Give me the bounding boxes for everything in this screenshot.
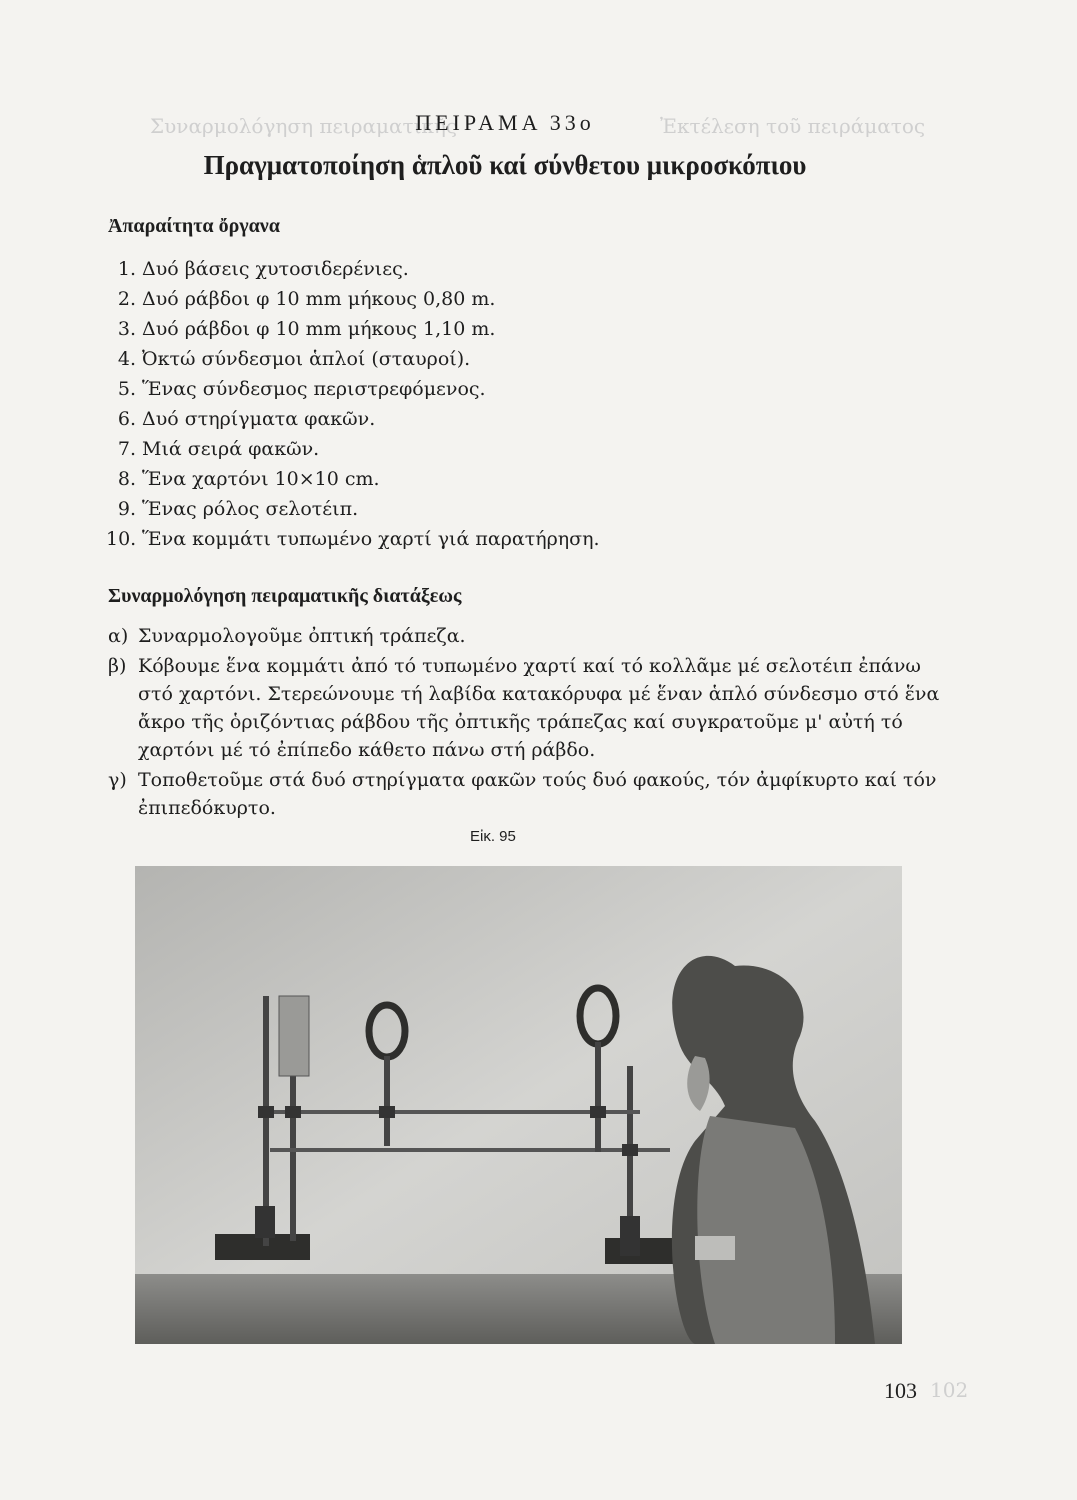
list-item: 3. Δυό ράβδοι φ 10 mm μήκους 1,10 m. [117, 318, 496, 340]
list-item: 1. Δυό βάσεις χυτοσιδερένιες. [117, 258, 409, 280]
experiment-title: ΠΕΙΡΑΜΑ 33ο [415, 110, 595, 135]
list-item: 10. Ἕνα κομμάτι τυπωμένο χαρτί γιά παρατήρηση. [106, 528, 600, 550]
materials-list [106, 254, 600, 554]
list-item: β) Κόβουμε ἕνα κομμάτι ἀπό τό τυπωμένο χαρτί καί τό κολλᾶμε μέ σελοτέιπ ἐπάνω στό χαρτόνι. Στερεώνουμε τή λαβίδα κατακόρυφα μέ ἕναν ἁπλό σύνδεσμο στό ἕνα ἄκρο τῆς ὁριζόντιας ράβδου τῆς ὀπτικῆς τράπεζας καί συγκρατοῦμε μ' αὐτή τό χαρτόνι μέ τό ἐπίπεδο κάθετο πάνω στή ράβδο. [108, 655, 940, 761]
list-item: 4. Ὀκτώ σύνδεσμοι ἁπλοί (σταυροί). [117, 348, 471, 370]
list-item: 2. Δυό ράβδοι φ 10 mm μήκους 0,80 m. [117, 288, 496, 310]
list-item: γ) Τοποθετοῦμε στά δυό στηρίγματα φακῶν τούς δυό φακούς, τόν ἀμφίκυρτο καί τόν ἐπιπεδόκυρτο. [108, 769, 937, 819]
bleed-right-heading: Ἐκτέλεση τοῦ πειράματος [660, 114, 926, 138]
bleed-left-heading: Συναρμολόγηση πειραματικῆς [150, 114, 458, 138]
microscope-photo-illustration [135, 866, 902, 1344]
page-title: Πραγματοποίηση ἁπλοῦ καί σύνθετου μικροσκόπιου [203, 150, 807, 180]
assembly-heading: Συναρμολόγηση πειραματικῆς διατάξεως [108, 585, 462, 607]
list-item: 5. Ἕνας σύνδεσμος περιστρεφόμενος. [117, 378, 486, 400]
page-number: 103 [884, 1378, 917, 1403]
list-item: 7. Μιά σειρά φακῶν. [117, 438, 320, 460]
bleed-side-number: 102 [930, 1378, 969, 1402]
figure-photo [135, 866, 902, 1344]
list-item: 6. Δυό στηρίγματα φακῶν. [117, 408, 376, 430]
assembly-steps [108, 622, 958, 824]
list-item: 9. Ἕνας ρόλος σελοτέιπ. [117, 498, 359, 520]
materials-heading: Ἀπαραίτητα ὄργανα [108, 215, 280, 237]
list-item: α) Συναρμολογοῦμε ὀπτική τράπεζα. [108, 625, 466, 647]
list-item: 8. Ἕνα χαρτόνι 10×10 cm. [117, 468, 380, 490]
figure-caption: Εἰκ. 95 [470, 828, 516, 845]
